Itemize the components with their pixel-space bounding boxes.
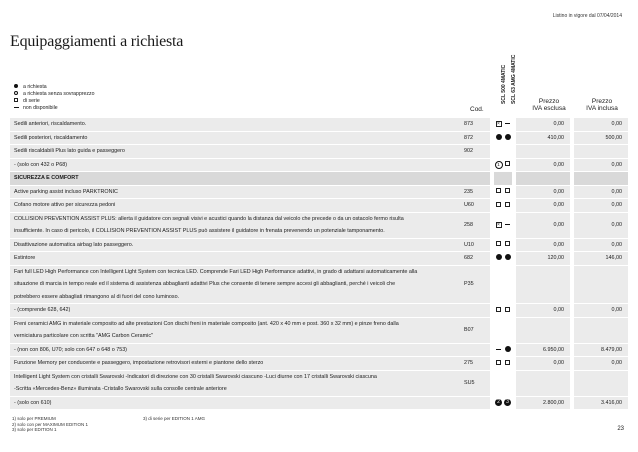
row-description [10,304,460,318]
page-number: 23 [617,426,624,432]
row-description [10,158,460,172]
table-header [10,56,628,116]
footnotes [12,416,88,433]
model-1-availability [494,238,503,252]
price-incl-vat: 0,00 [574,199,628,213]
description-line: Fari full LED High Performance con Intelligent Light System con tecnica LED. Comprende Fari LED High Performance adattivi, in grado di adattarsi automaticamente alla [14,268,418,275]
model-1-availability [494,252,503,266]
section-header-row [10,172,628,186]
square-icon [505,242,510,248]
price-excl-vat: 0,00 [516,158,570,172]
table-row [10,357,628,371]
options-table [10,118,628,410]
row-description [10,252,460,266]
model-2-availability [503,317,512,343]
model-2-availability [503,158,512,172]
price-incl-vat: 0,00 [574,304,628,318]
model-2-availability [503,370,512,396]
table-row [10,131,628,145]
price-incl-vat: 0,00 [574,185,628,199]
model-1-availability [494,317,503,343]
model-2-availability [503,212,512,238]
description-line: Active parking assist incluso PARKTRONIC [14,188,118,195]
row-code: SU5 [460,370,490,396]
col-model-2: SCL 63 AMG 4MATIC [511,54,517,104]
table-row [10,252,628,266]
footnote: 1) solo per PREMIUM [12,416,56,421]
row-code: 872 [460,131,490,145]
row-code [460,343,490,357]
model-2-availability [503,172,512,186]
price-incl-vat: 3.416,00 [574,396,628,410]
model-2-availability [503,252,512,266]
price-excl-vat: 0,00 [516,118,570,131]
model-2-availability [503,199,512,213]
description-line: insufficiente. In caso di pericolo, il COLLISION PREVENTION ASSIST PLUS può assistere il guidatore in frenata prevenendo un potenziale tamponamento. [14,228,385,234]
square-icon [505,189,510,195]
footnote: 3) di serie per EDITION 1 AMG [143,416,206,421]
model-1-availability [494,370,503,396]
model-2-availability [503,118,512,131]
description-line: - (comprende 628, 642) [14,307,71,314]
price-incl-vat [574,265,628,304]
col-price-incl [576,98,628,112]
model-2-availability [503,131,512,145]
price-excl-vat [516,172,570,186]
model-1-availability [494,185,503,199]
model-1-availability [494,199,503,213]
description-line: Disattivazione automatica airbag lato passeggero. [14,241,134,248]
model-2-availability [503,145,512,159]
price-excl-vat: 410,00 [516,131,570,145]
col-price-incl-line1: Prezzo [591,98,613,105]
model-1-availability [494,145,503,159]
price-incl-vat [574,145,628,159]
table-row [10,238,628,252]
row-code: 873 [460,118,490,131]
row-code: P35 [460,265,490,304]
legend-label: a richiesta [23,84,47,90]
row-description [10,185,460,199]
description-line: Cofano motore attivo per sicurezza pedoni [14,202,116,209]
model-2-availability [503,265,512,304]
description-line: Sedili riscaldabili Plus lato guida e passeggero [14,148,125,155]
row-code: 258 [460,212,490,238]
dot-icon [505,256,511,262]
price-incl-vat: 146,00 [574,252,628,266]
price-excl-vat: 0,00 [516,304,570,318]
boxed-x-icon: × [497,222,500,228]
row-description [10,238,460,252]
footnote: 3) solo per EDITION 1 [12,427,57,432]
model-1-availability [494,158,503,172]
model-2-availability [503,238,512,252]
price-list-date: Listino in vigore dal 07/04/2014 [552,13,622,19]
price-incl-vat: 0,00 [574,118,628,131]
description-line: Freni ceramici AMG in materiale composito ad alte prestazioni Con dischi freni in materiale composito (ant. 420 x 40 mm e post. 360 x 32 mm) e pinze freno dalla [14,320,399,327]
row-description [10,343,460,357]
description-line: potrebbero essere abbagliati rimangono al di fuori del cono luminoso. [14,293,180,300]
description-line: - (solo con 610) [14,399,52,406]
description-line: Estintore [14,255,36,262]
col-price-incl-line2: IVA inclusa [586,105,618,112]
col-price-excl-line1: Prezzo [538,98,560,105]
dash-icon [505,222,510,228]
square-icon [496,242,501,248]
numbered-dot-icon: 2 [495,399,502,405]
row-description [10,145,460,159]
model-2-availability [503,343,512,357]
col-code: Cod. [470,106,484,113]
table-row [10,158,628,172]
square-icon [505,308,510,314]
row-code: U60 [460,199,490,213]
price-excl-vat: 6.950,00 [516,343,570,357]
col-price-excl [524,98,574,112]
description-line: SICUREZZA E COMFORT [14,175,79,182]
row-code [460,158,490,172]
model-1-availability [494,131,503,145]
table-row [10,370,628,396]
model-1-availability [494,265,503,304]
price-incl-vat [574,172,628,186]
row-code [460,396,490,410]
row-code: 275 [460,357,490,371]
price-excl-vat [516,145,570,159]
model-1-availability [494,396,503,410]
table-row [10,118,628,131]
description-line: - (non con 806, U70; solo con 647 o 648 o 753) [14,346,127,353]
table-row [10,185,628,199]
description-line: -Scritta «Mercedes-Benz» illuminata -Cristallo Swarovski sulla consolle centrale anteriore [14,386,227,392]
dot-icon [505,348,511,354]
model-2-availability [503,304,512,318]
price-excl-vat [516,317,570,343]
description-line: COLLISION PREVENTION ASSIST PLUS: allerta il guidatore con segnali visivi e acustici quando la distanza dal veicolo che precede o da un ostacolo fermo risulta [14,215,404,222]
table-row [10,343,628,357]
description-line: Intelligent Light System con cristalli Swarovski -Indicatori di direzione con 30 cristalli Swarovski ciascuno -Luci diurne con 17 cristalli Swarovski ciascuna [14,373,377,380]
table-row [10,145,628,159]
col-model-1: SCL 500 4MATIC [501,64,507,104]
row-description [10,199,460,213]
price-incl-vat: 0,00 [574,357,628,371]
model-1-availability [494,304,503,318]
col-price-excl-line2: IVA esclusa [532,105,566,112]
model-2-availability [503,185,512,199]
model-1-availability [494,343,503,357]
square-icon [505,203,510,209]
price-incl-vat: 0,00 [574,238,628,252]
dot-icon [496,256,502,262]
row-description [10,131,460,145]
description-line: situazione di marcia in tempo reale ed il sistema di assistenza abbaglianti adattivi Plus che consente di tenere sempre accesi gli abbaglianti, perché i veicoli che [14,281,396,287]
price-incl-vat [574,370,628,396]
model-1-availability [494,212,503,238]
dot-icon [496,136,502,142]
square-icon [496,189,501,195]
legend-label: non disponibile [23,105,58,111]
row-code: U10 [460,238,490,252]
price-excl-vat: 120,00 [516,252,570,266]
table-row [10,212,628,238]
square-icon [496,361,501,367]
price-incl-vat: 500,00 [574,131,628,145]
row-description [10,172,460,186]
boxed-x-icon: × [497,121,500,128]
numbered-circle-icon: 1 [495,162,503,168]
price-excl-vat: 0,00 [516,199,570,213]
description-line: verniciatura particolare con scritta "AMG Carbon Ceramic" [14,333,153,339]
row-description [10,265,460,304]
row-code [460,172,490,186]
square-icon [505,162,510,168]
price-incl-vat [574,317,628,343]
table-row [10,199,628,213]
price-incl-vat: 0,00 [574,212,628,238]
row-description [10,118,460,131]
square-icon [496,203,501,209]
row-description [10,396,460,410]
legend-label: a richiesta senza sovrapprezzo [23,91,95,97]
price-excl-vat: 2.800,00 [516,396,570,410]
price-excl-vat [516,370,570,396]
row-code [460,304,490,318]
row-description [10,357,460,371]
row-description [10,212,460,238]
description-line: Sedili anteriori, riscaldamento. [14,121,87,128]
description-line: Funzione Memory per conducente e passeggero, impostazione retrovisori esterni e piantone dello sterzo [14,360,264,367]
row-code: 682 [460,252,490,266]
description-line: Sedili posteriori, riscaldamento [14,134,88,141]
price-excl-vat: 0,00 [516,357,570,371]
model-2-availability [503,357,512,371]
price-incl-vat: 8.479,00 [574,343,628,357]
price-incl-vat: 0,00 [574,158,628,172]
page-title: Equipaggiamenti a richiesta [10,33,184,50]
square-icon [496,308,501,314]
price-excl-vat [516,265,570,304]
row-code: 235 [460,185,490,199]
table-row [10,317,628,343]
table-row [10,396,628,410]
model-2-availability [503,396,512,410]
dot-icon [505,136,511,142]
model-1-availability [494,172,503,186]
row-code: B07 [460,317,490,343]
table-row [10,304,628,318]
price-excl-vat: 0,00 [516,238,570,252]
description-line: - (solo con 432 o P68) [14,161,68,168]
dash-icon [505,121,510,127]
dash-icon [496,347,501,353]
numbered-dot-icon: 3 [504,399,511,405]
price-excl-vat: 0,00 [516,212,570,238]
square-icon [505,361,510,367]
row-code: 902 [460,145,490,159]
model-1-availability [494,357,503,371]
footnote: 2) solo con per MAXIMUM EDITION 1 [12,421,89,427]
price-excl-vat: 0,00 [516,185,570,199]
table-row [10,265,628,304]
row-description [10,370,460,396]
row-description [10,317,460,343]
legend-label: di serie [23,98,40,104]
model-1-availability [494,118,503,131]
